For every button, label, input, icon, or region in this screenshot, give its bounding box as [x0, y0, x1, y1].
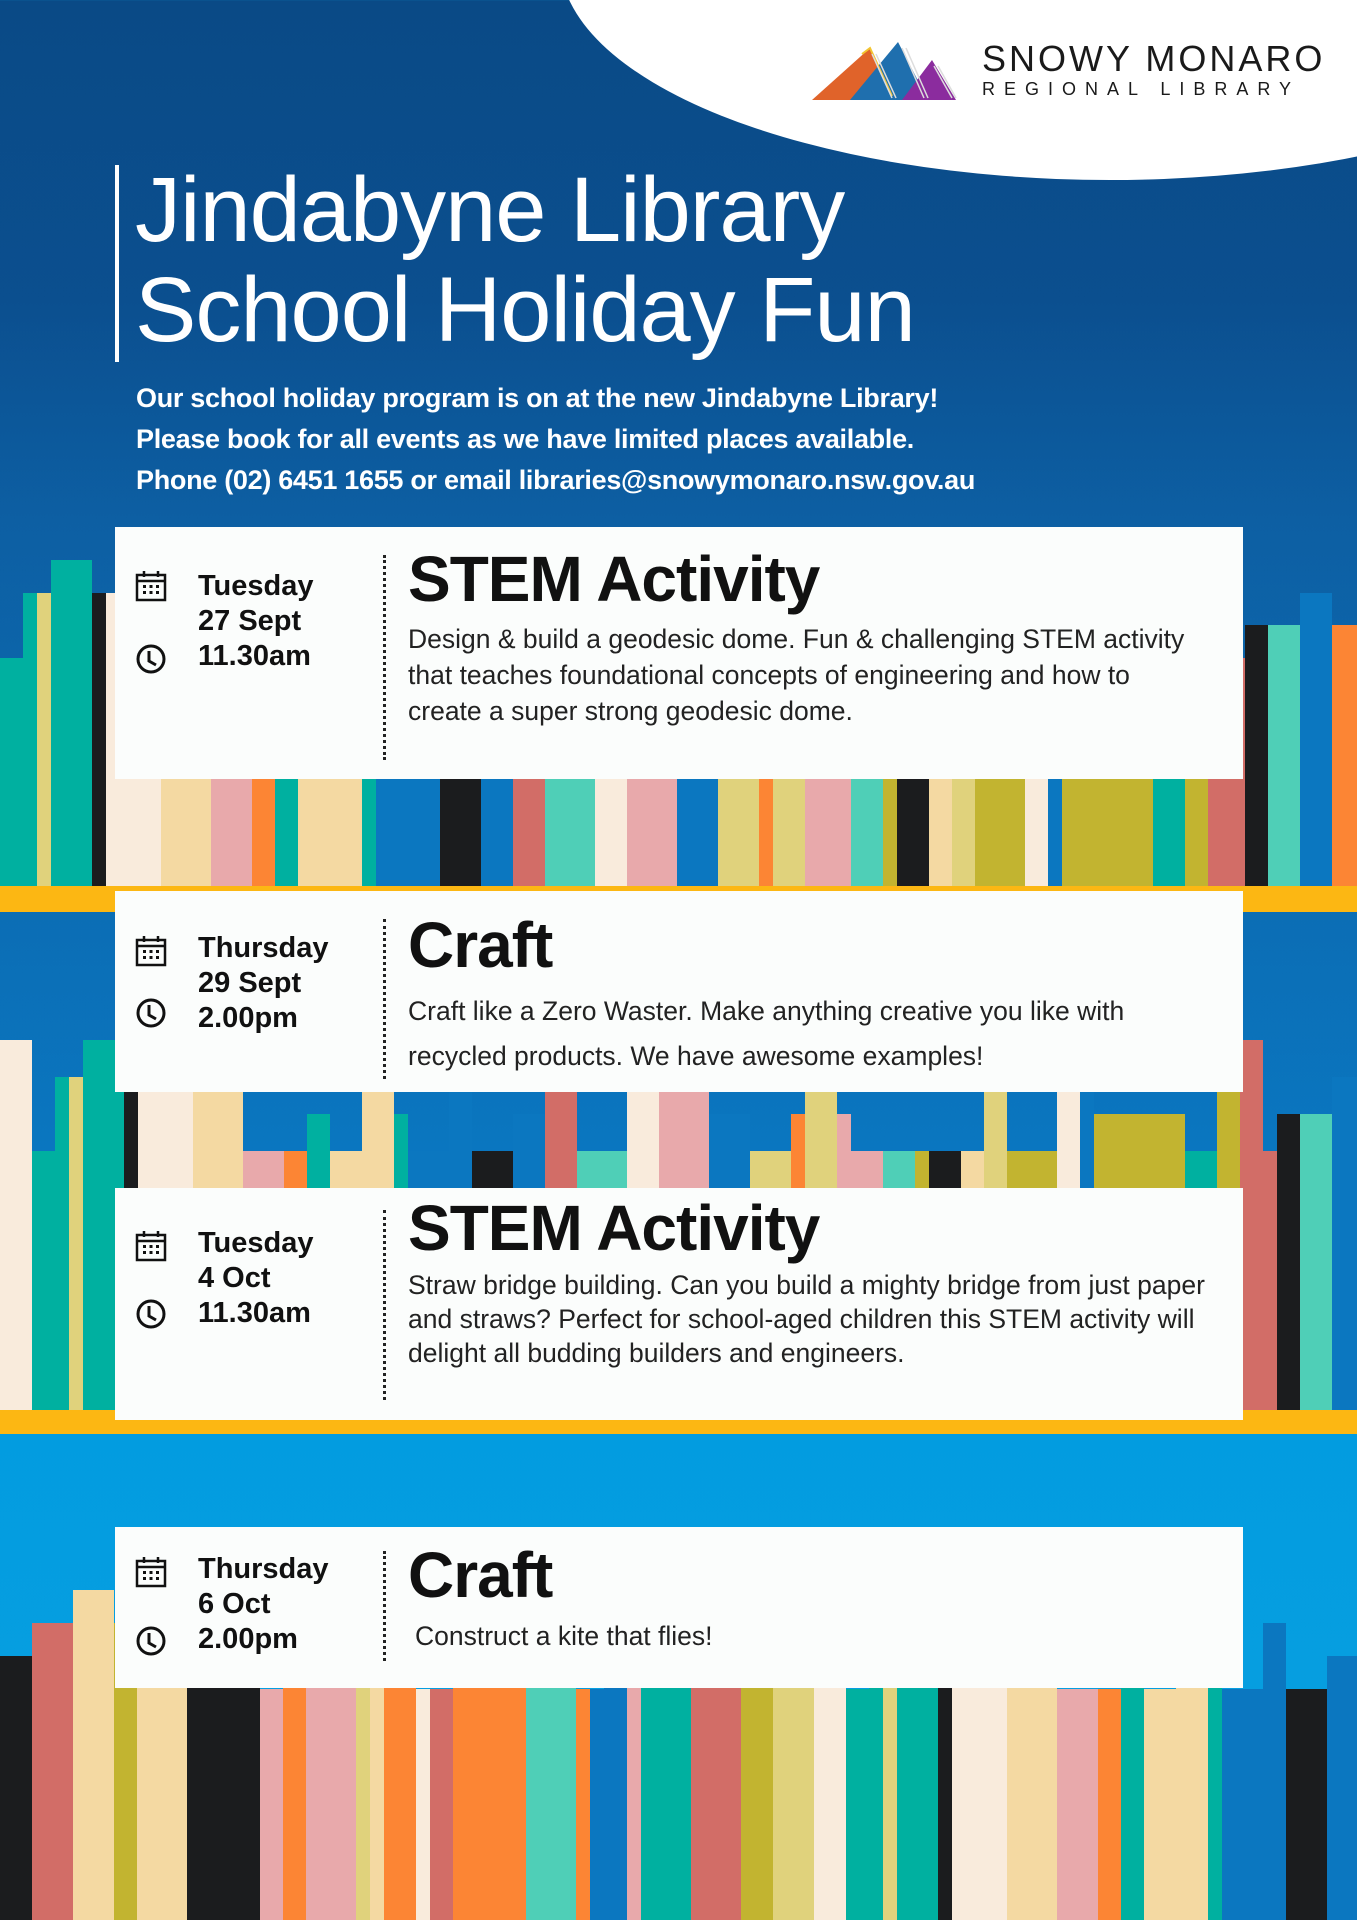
- event-title: STEM Activity: [408, 1192, 820, 1264]
- event-date: 29 Sept: [198, 967, 302, 999]
- event-title: Craft: [408, 909, 553, 981]
- event-day: Tuesday: [198, 570, 314, 602]
- intro-line-2: Please book for all events as we have limited places available.: [136, 424, 914, 454]
- book-spine: [0, 658, 23, 886]
- book-spine: [1121, 1656, 1144, 1920]
- event-date: 6 Oct: [198, 1588, 271, 1620]
- event-description: Straw bridge building. Can you build a mighty bridge from just paper and straws? Perfect for school-aged children this STEM activity will delight all budding builders and engineers.: [408, 1270, 1205, 1368]
- book-spine: [1240, 1040, 1263, 1410]
- book-spine: [260, 1689, 283, 1920]
- event-time: 2.00pm: [198, 1002, 298, 1034]
- title-line-1: Jindabyne Library: [135, 159, 845, 261]
- calendar-icon: [135, 1230, 167, 1262]
- event-day: Tuesday: [198, 1227, 314, 1259]
- book-spine: [0, 1040, 32, 1410]
- event-card: [115, 1188, 1243, 1420]
- event-card: [115, 527, 1243, 779]
- book-spine: [1286, 1689, 1327, 1920]
- event-card: [115, 1527, 1243, 1688]
- book-spine: [370, 1656, 384, 1920]
- event-day: Thursday: [198, 1553, 329, 1585]
- event-description: Construct a kite that flies!: [415, 1621, 713, 1651]
- dotted-divider: [383, 555, 386, 760]
- intro-line-1: Our school holiday program is on at the new Jindabyne Library!: [136, 383, 939, 413]
- book-spine: [430, 1689, 453, 1920]
- event-title: Craft: [408, 1539, 553, 1611]
- book-spine: [691, 1656, 741, 1920]
- book-spine: [0, 1656, 32, 1920]
- event-day: Thursday: [198, 932, 329, 964]
- clock-icon: [135, 1625, 167, 1657]
- book-spine: [1277, 1114, 1300, 1410]
- book-spine: [1222, 1689, 1263, 1920]
- mountain-books-icon: [810, 38, 970, 102]
- clock-icon: [135, 643, 167, 675]
- book-spine: [773, 1656, 814, 1920]
- intro-text: [136, 378, 975, 501]
- book-spine: [590, 1689, 604, 1920]
- event-time: 11.30am: [198, 640, 311, 672]
- dotted-divider: [383, 919, 386, 1079]
- book-spine: [1245, 625, 1268, 886]
- logo-subtitle: REGIONAL LIBRARY: [982, 79, 1301, 99]
- book-spine: [416, 1689, 430, 1920]
- book-spine: [51, 560, 92, 886]
- event-description: Design & build a geodesic dome. Fun & challenging STEM activity that teaches foundational concepts of engineering and how to create a super strong geodesic dome.: [408, 624, 1185, 726]
- book-spine: [137, 1656, 187, 1920]
- book-spine: [23, 593, 37, 886]
- book-spine: [1057, 1689, 1098, 1920]
- book-spine: [576, 1689, 590, 1920]
- dotted-divider: [383, 1210, 386, 1400]
- book-spine: [1263, 1151, 1277, 1410]
- book-spine: [92, 593, 106, 886]
- title-accent-bar: [115, 165, 119, 362]
- book-spine: [1332, 625, 1357, 886]
- dotted-divider: [383, 1551, 386, 1661]
- calendar-icon: [135, 1556, 167, 1588]
- book-spine: [1263, 1623, 1286, 1920]
- event-date: 4 Oct: [198, 1262, 271, 1294]
- calendar-icon: [135, 570, 167, 602]
- event-time: 11.30am: [198, 1297, 311, 1329]
- event-time: 2.00pm: [198, 1623, 298, 1655]
- book-spine: [1268, 625, 1300, 886]
- book-spine: [32, 1151, 55, 1410]
- intro-contact: Phone (02) 6451 1655 or email libraries@snowymonaro.nsw.gov.au: [136, 465, 976, 495]
- event-description: Craft like a Zero Waster. Make anything creative you like with recycled products. We have awesome examples!: [408, 996, 1125, 1071]
- book-spine: [1332, 1077, 1357, 1410]
- clock-icon: [135, 1298, 167, 1330]
- book-spine: [55, 1077, 69, 1410]
- book-spine: [846, 1689, 869, 1920]
- event-date: 27 Sept: [198, 605, 302, 637]
- library-logo: [810, 38, 1325, 102]
- book-spine: [1300, 1114, 1332, 1410]
- book-spine: [1144, 1689, 1176, 1920]
- book-spine: [73, 1590, 114, 1920]
- logo-title: SNOWY MONARO: [982, 38, 1326, 79]
- event-card: [115, 891, 1243, 1092]
- page-title: [135, 160, 915, 360]
- book-spine: [1208, 1656, 1222, 1920]
- book-spine: [32, 1623, 73, 1920]
- title-line-2: School Holiday Fun: [135, 259, 915, 361]
- book-spine: [37, 593, 51, 886]
- calendar-icon: [135, 935, 167, 967]
- book-spine: [1098, 1689, 1121, 1920]
- book-spine: [1300, 593, 1332, 886]
- event-title: STEM Activity: [408, 543, 820, 615]
- book-spine: [69, 1077, 83, 1410]
- book-spine: [1327, 1656, 1357, 1920]
- clock-icon: [135, 997, 167, 1029]
